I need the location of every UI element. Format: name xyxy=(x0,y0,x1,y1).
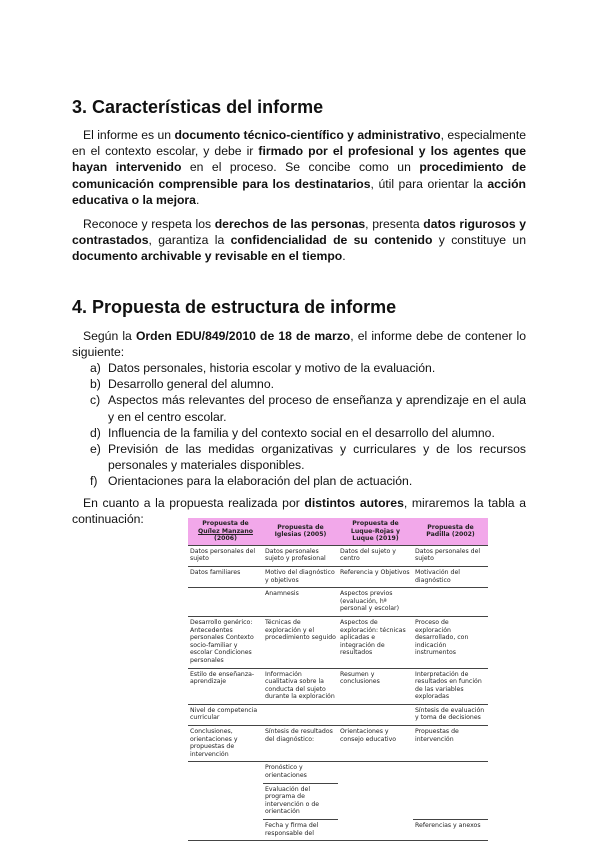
list-marker: d) xyxy=(90,425,101,440)
table-cell: Anamnesis xyxy=(263,588,338,617)
table-cell: Interpretación de resultados en función de las variables exploradas xyxy=(413,668,488,704)
text-run: firmado por el profesional y los agentes que hayan intervenido xyxy=(72,144,526,175)
table-row xyxy=(188,704,488,725)
list-marker: e) xyxy=(90,442,101,457)
table-cell: Fecha y firma del responsable del xyxy=(263,820,338,841)
list-marker: c) xyxy=(90,393,101,408)
list-marker: b) xyxy=(90,377,101,392)
text-run: Según la xyxy=(83,329,136,343)
table-cell: Conclusiones, orientaciones y propuestas de intervención xyxy=(188,726,263,762)
header-text: Propuesta de Padilla (2002) xyxy=(426,523,475,539)
table-header-row xyxy=(188,518,488,545)
table-header-cell xyxy=(263,518,338,545)
table-header-cell xyxy=(338,518,413,545)
table-cell: Datos personales del sujeto xyxy=(188,545,263,566)
section-3-paragraph-1 xyxy=(72,127,526,208)
header-author-name: Quílez Manzano xyxy=(197,527,254,535)
authors-comparison-table xyxy=(188,518,488,841)
table-cell: Datos del sujeto y centro xyxy=(338,545,413,566)
header-year: (2006) xyxy=(214,535,237,543)
header-text: Propuesta de Iglesias (2005) xyxy=(274,523,327,539)
text-run: Reconoce y respeta los xyxy=(83,217,215,231)
table-row xyxy=(188,545,488,566)
text-run: El informe es un xyxy=(83,128,175,142)
list-item xyxy=(90,376,526,392)
list-item xyxy=(90,392,526,424)
text-run: en el proceso. Se concibe como un xyxy=(181,160,420,175)
list-item-text: Aspectos más relevantes del proceso de enseñanza y aprendizaje en el aula y en el centro escolar. xyxy=(108,393,526,424)
report-contents-list xyxy=(90,360,526,490)
table-cell xyxy=(338,762,413,783)
table-cell: Aspectos de exploración: técnicas aplicadas e integración de resultados xyxy=(338,616,413,668)
table-cell: Datos personales del sujeto xyxy=(413,545,488,566)
list-item-text: Desarrollo general del alumno. xyxy=(108,377,274,392)
text-run: , el informe debe de contener lo siguiente: xyxy=(72,329,527,360)
table-header-cell xyxy=(413,518,488,545)
table-row xyxy=(188,668,488,704)
list-item-text: Datos personales, historia escolar y motivo de la evaluación. xyxy=(108,361,436,375)
text-run: , garantiza la xyxy=(148,233,231,248)
section-4-heading: 4. Propuesta de estructura de informe xyxy=(72,297,397,317)
list-item-text: Orientaciones para la elaboración del plan de actuación. xyxy=(108,474,413,489)
section-4-intro xyxy=(72,328,526,360)
list-item xyxy=(90,425,526,441)
table-cell: Referencia y Objetivos xyxy=(338,566,413,587)
table-cell xyxy=(413,783,488,819)
text-run: documento archivable y revisable en el tiempo xyxy=(72,249,343,264)
table-cell: Síntesis de evaluación y toma de decisiones xyxy=(413,704,488,725)
list-item xyxy=(90,441,526,473)
table-cell: Proceso de exploración desarrollado, con indicación instrumentos xyxy=(413,616,488,668)
section-3-paragraph-2 xyxy=(72,216,526,265)
table-cell: Aspectos previos (evaluación, hª personal y escolar) xyxy=(338,588,413,617)
text-run: En cuanto a la propuesta realizada por xyxy=(83,496,305,510)
header-text: Propuesta de xyxy=(202,520,249,527)
table-header-cell xyxy=(188,518,263,545)
table-cell xyxy=(188,783,263,819)
table-cell xyxy=(338,704,413,725)
table-row xyxy=(188,726,488,762)
table-cell xyxy=(188,762,263,783)
table-cell xyxy=(413,588,488,617)
list-item xyxy=(90,360,526,376)
table-cell: Datos familiares xyxy=(188,566,263,587)
table-row xyxy=(188,820,488,841)
text-run: datos rigurosos y contrastados xyxy=(72,217,526,248)
table-row xyxy=(188,762,488,783)
list-marker: f) xyxy=(90,474,98,489)
table-cell xyxy=(188,588,263,617)
table-cell: Nivel de competencia curricular xyxy=(188,704,263,725)
list-item-text: Influencia de la familia y del contexto social en el desarrollo del alumno. xyxy=(108,425,495,440)
text-run: confidencialidad de su contenido xyxy=(230,233,433,248)
text-run: , miraremos la tabla a continuación: xyxy=(72,496,526,527)
table-cell: Motivo del diagnóstico y objetivos xyxy=(263,566,338,587)
table-cell xyxy=(338,783,413,819)
text-run: procedimiento de comunicación comprensible para los destinatarios xyxy=(72,160,527,191)
table-cell: Información cualitativa sobre la conducta del sujeto durante la exploración xyxy=(263,668,338,704)
table-cell xyxy=(188,820,263,841)
table-row xyxy=(188,783,488,819)
table-cell xyxy=(263,704,338,725)
table-row xyxy=(188,616,488,668)
list-item xyxy=(90,473,526,489)
table-cell: Resumen y conclusiones xyxy=(338,668,413,704)
list-item-text: Previsión de las medidas organizativas y curriculares y de los recursos personales y materiales disponibles. xyxy=(108,442,526,473)
text-run: distintos autores xyxy=(304,496,404,510)
table-cell: Pronóstico y orientaciones xyxy=(263,762,338,783)
table-cell: Propuestas de intervención xyxy=(413,726,488,762)
table-cell: Síntesis de resultados del diagnóstico: xyxy=(263,726,338,762)
header-text: Propuesta de Luque-Rojas y Luque (2019) xyxy=(350,520,401,543)
text-run: Orden EDU/849/2010 de 18 de marzo xyxy=(135,329,351,343)
table-cell: Datos personales sujeto y profesional xyxy=(263,545,338,566)
text-run: derechos de las personas xyxy=(214,217,366,231)
text-run: , presenta xyxy=(365,217,424,231)
text-run: acción educativa o la mejora xyxy=(72,176,526,207)
table-cell: Estilo de enseñanza-aprendizaje xyxy=(188,668,263,704)
table-cell: Motivación del diagnóstico xyxy=(413,566,488,587)
table-cell xyxy=(338,820,413,841)
text-run: . xyxy=(342,249,346,264)
table-cell: Orientaciones y consejo educativo xyxy=(338,726,413,762)
text-run: . xyxy=(195,192,200,207)
table-row xyxy=(188,566,488,587)
table-cell xyxy=(413,762,488,783)
table-row xyxy=(188,588,488,617)
table-cell: Desarrollo genérico: Antecedentes personales Contexto socio-familiar y escolar Condiciones personales xyxy=(188,616,263,668)
text-run: y constituye un xyxy=(432,233,526,248)
table-cell: Referencias y anexos xyxy=(413,820,488,841)
table-cell: Evaluación del programa de intervención o de orientación xyxy=(263,783,338,819)
section-3-heading: 3. Características del informe xyxy=(72,97,324,117)
text-run: , especialmente en el contexto escolar, y debe ir xyxy=(72,128,526,159)
text-run: documento técnico-científico y administrativo xyxy=(174,128,441,142)
table-cell: Técnicas de exploración y el procedimiento seguido xyxy=(263,616,338,668)
list-marker: a) xyxy=(90,361,101,375)
text-run: , útil para orientar la xyxy=(370,176,488,191)
